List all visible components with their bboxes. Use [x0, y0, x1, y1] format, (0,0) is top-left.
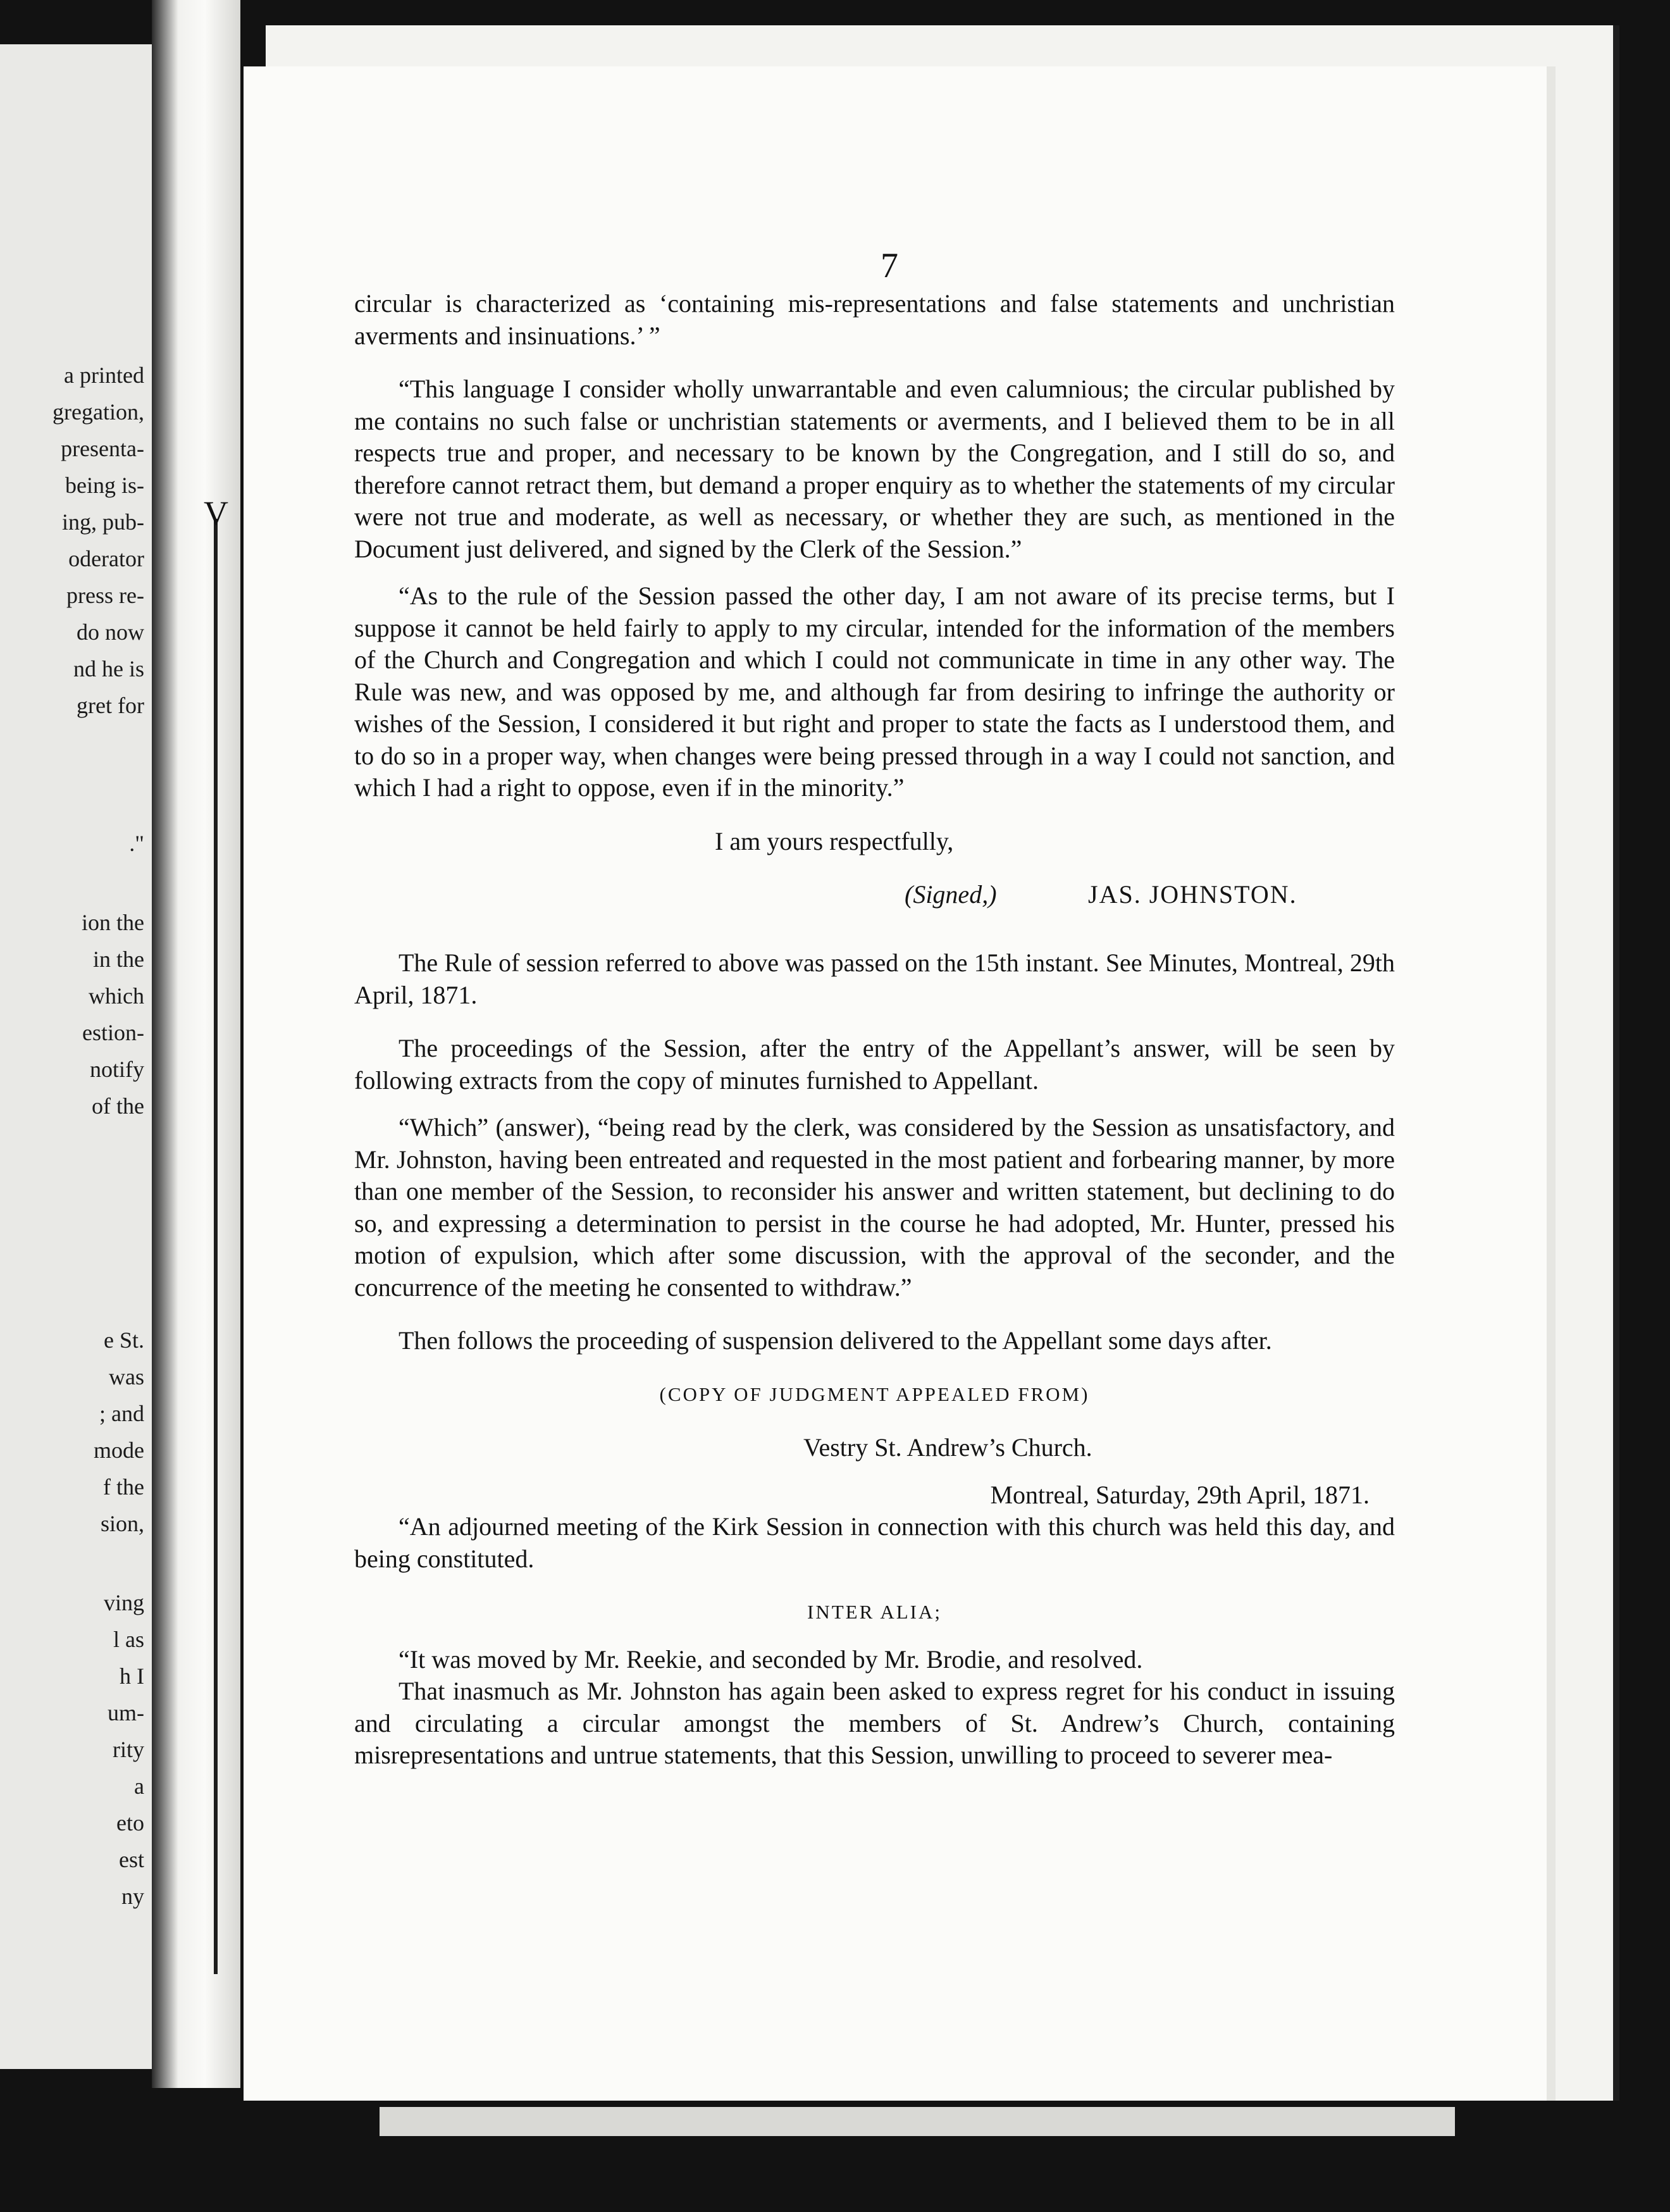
left-fragment: do now [77, 619, 144, 645]
left-fragment: eto [116, 1810, 144, 1836]
left-fragment: which [89, 983, 144, 1009]
left-fragment: um- [108, 1700, 144, 1725]
page-number: 7 [881, 246, 898, 285]
left-fragment: f the [103, 1474, 144, 1500]
paragraph: “This language I consider wholly unwarrantable and even calumnious; the circular published by me contains no such false or unchristian statements or averments, and I believed them to be in all respects true and proper, and necessary to be known by the Congregation, and I still do so, and therefore cannot retract them, but demand a proper enquiry as to whether the statements of my circular were not true and moderate, as well as necessary, or whether they are such, as mentioned in the Document just delivered, and signed by the Clerk of the Session.” [354, 375, 1395, 563]
paragraph: “Which” (answer), “being read by the clerk, was considered by the Session as unsatisfactory, and Mr. Johnston, having been entreated and requested in the most patient and forbearing manner, by more than one member of the Session, to reconsider his answer and written statement, but declining to do so, and expressing a determination to persist in the course he had adopted, Mr. Hunter, pressed his motion of expulsion, which after some discussion, with the approval of the seconder, and the concurrence of the meeting he consented to withdraw.” [354, 1113, 1395, 1302]
paragraph: “An adjourned meeting of the Kirk Session in connection with this church was held this day, and being constituted. [354, 1512, 1395, 1573]
paragraph: circular is characterized as ‘containing mis-representations and false statements and unchristian averments and insinuations.’ ” [354, 289, 1395, 350]
left-fragment: nd he is [73, 656, 144, 681]
left-fragment: rity [113, 1737, 144, 1762]
left-fragment: e St. [103, 1327, 144, 1353]
left-fragment: gregation, [53, 399, 144, 425]
left-fragment: being is- [65, 473, 144, 498]
paragraph: Then follows the proceeding of suspension delivered to the Appellant some days after. [399, 1326, 1272, 1355]
left-fragment: est [119, 1847, 144, 1872]
paragraph: That inasmuch as Mr. Johnston has again been asked to express regret for his conduct in issuing and circulating a circular amongst the members of St. Andrew’s Church, containing misrepresentations and untrue statements, that this Session, unwilling to proceed to severer mea- [354, 1677, 1395, 1769]
left-fragment: a printed [64, 363, 144, 388]
date-line: Montreal, Saturday, 29th April, 1871. [990, 1480, 1370, 1509]
left-fragment: ny [121, 1884, 144, 1909]
book-gutter [152, 0, 240, 2088]
paragraph: “As to the rule of the Session passed the other day, I am not aware of its precise terms, but I suppose it cannot be held fairly to apply to my circular, intended for the information of the members of the Church and Congregation and which I could not communicate in time in any other way. The Rule was new, and was opposed by me, and although far from desiring to infringe the authority or wishes of the Session, I considered it but right and proper to state the facts as I understood them, and to do so in a proper way, when changes were being pressed through in a way I could not sanction, and which I had a right to oppose, even if in the minority.” [354, 581, 1395, 802]
left-fragment: gret for [77, 693, 144, 718]
page-body [354, 288, 1395, 1772]
left-fragment: of the [92, 1093, 144, 1119]
section-heading: (COPY OF JUDGMENT APPEALED FROM) [659, 1382, 1090, 1405]
left-fragment: in the [93, 947, 144, 972]
paragraph: The proceedings of the Session, after the entry of the Appellant’s answer, will be seen by following extracts from the copy of minutes furnished to Appellant. [354, 1034, 1395, 1095]
paragraph: The Rule of session referred to above was passed on the 15th instant. See Minutes, Montreal, 29th April, 1871. [354, 948, 1395, 1009]
paragraph: “It was moved by Mr. Reekie, and seconded by Mr. Brodie, and resolved. [399, 1644, 1143, 1674]
left-fragment: ion the [82, 910, 144, 935]
inter-alia-heading: INTER ALIA; [807, 1601, 942, 1623]
signature-line [354, 879, 1395, 912]
left-fragment: mode [94, 1438, 144, 1463]
left-fragment: press re- [66, 583, 144, 608]
address-line: Vestry St. Andrew’s Church. [803, 1433, 1092, 1462]
left-fragment: ing, pub- [62, 509, 144, 535]
signer-name: JAS. JOHNSTON. [1088, 880, 1297, 909]
left-fragment: oderator [68, 546, 144, 571]
left-fragment: presenta- [61, 436, 144, 461]
left-fragment: sion, [100, 1511, 144, 1536]
left-fragment: a [134, 1774, 144, 1799]
page-bottom-edge [380, 2107, 1455, 2136]
left-fragment: notify [90, 1057, 144, 1082]
left-fragment: ving [103, 1590, 144, 1615]
left-fragment: ." [129, 831, 144, 856]
left-fragment: estion- [82, 1020, 144, 1045]
left-facing-page [0, 44, 152, 2069]
signoff: I am yours respectfully, [715, 826, 954, 855]
left-fragment: h I [120, 1663, 144, 1689]
spine-mark-icon: V [204, 494, 228, 532]
signed-label: (Signed,) [905, 880, 997, 909]
spine-line [214, 519, 218, 1974]
left-fragment: ; and [99, 1401, 144, 1426]
left-fragment: was [109, 1364, 144, 1389]
left-fragment: l as [113, 1627, 144, 1652]
